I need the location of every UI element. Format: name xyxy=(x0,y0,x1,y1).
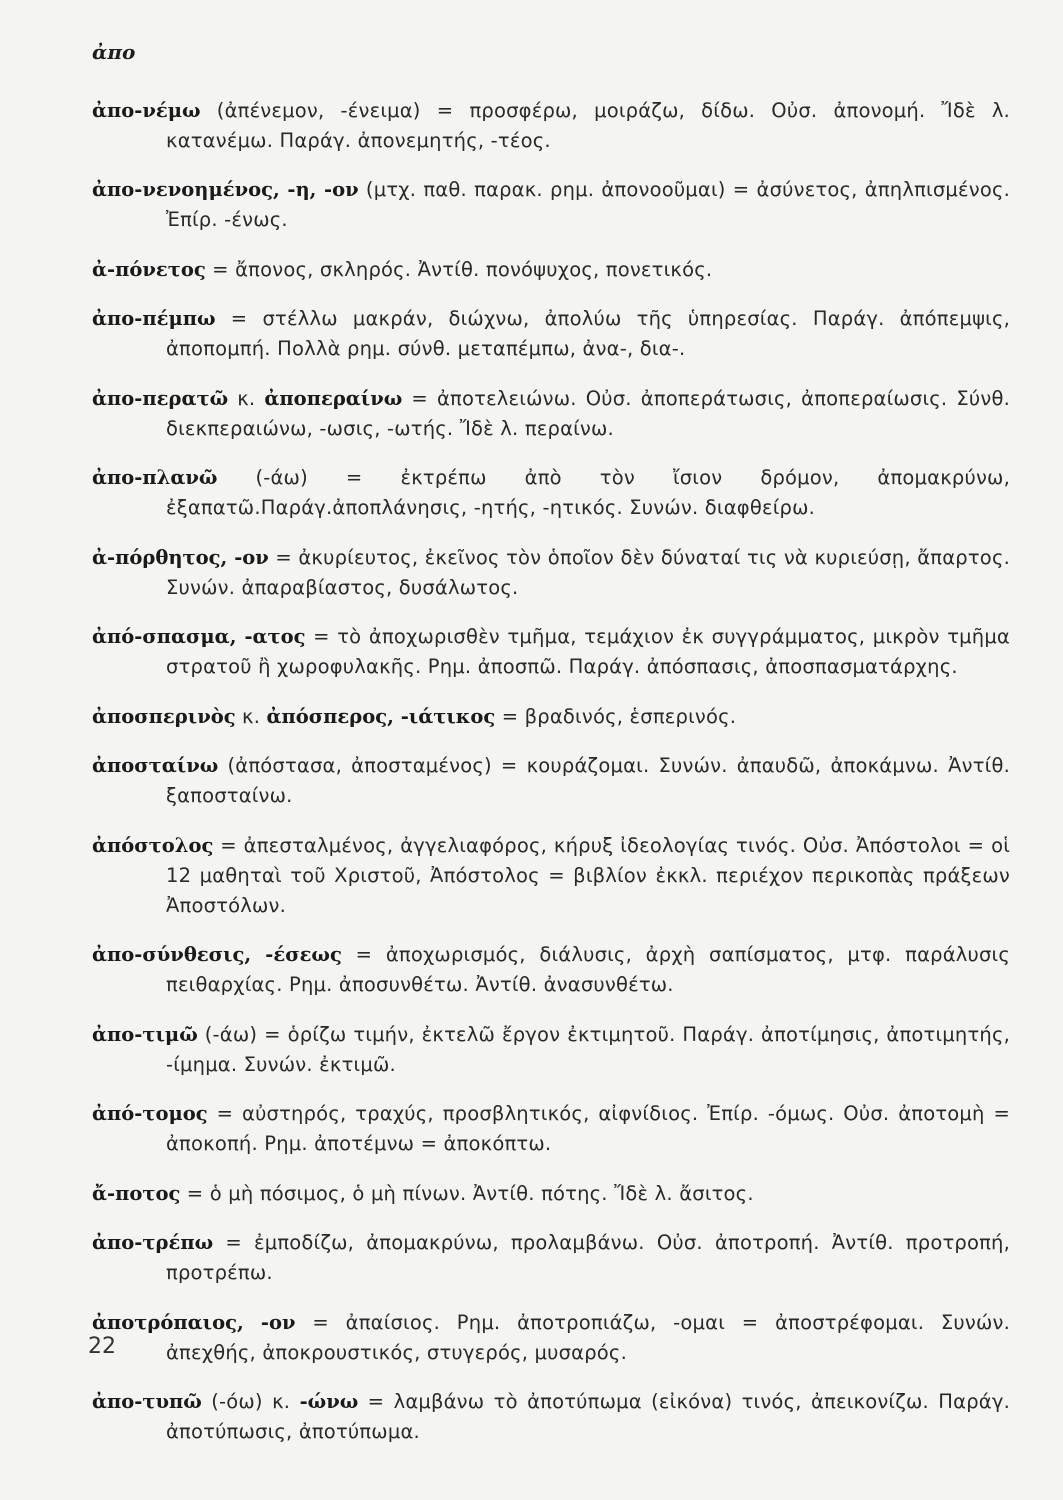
page-number: 22 xyxy=(88,1334,116,1359)
dictionary-entry xyxy=(92,1020,1010,1080)
entry-definition: = ὁ μὴ πόσιμος, ὁ μὴ πίνων. Ἀντίθ. πότης. Ἴδὲ λ. ἄσιτος. xyxy=(180,1181,754,1205)
entry-definition: = αὐστηρός, τραχύς, προσβλητικός, αἰφνίδιος. Ἐπίρ. -όμως. Οὐσ. ἀποτομὴ = ἀποκοπή. Ρημ. ἀποτέμνω = ἀποκόπτω. xyxy=(166,1102,1010,1155)
entry-definition: = ἀπεσταλμένος, ἀγγελιαφόρος, κήρυξ ἰδεολογίας τινός. Οὐσ. Ἀπόστολοι = οἱ 12 μαθηταὶ τοῦ Χριστοῦ, Ἀπόστολος = βιβλίον ἐκκλ. περιέχον περικοπὰς πράξεων Ἀποστόλων. xyxy=(166,833,1010,917)
entry-headword-variant: ἀπόσπερος, -ιάτικος xyxy=(266,704,496,728)
dictionary-entry xyxy=(92,255,1010,285)
dictionary-entry xyxy=(92,831,1010,921)
entry-headword: ἀποτρόπαιος, -ον xyxy=(92,1310,296,1334)
entry-headword: ἀπο-νενοημένος, -η, -ον xyxy=(92,178,359,201)
entry-definition: = ἀπαίσιος. Ρημ. ἀποτροπιάζω, -ομαι = ἀποστρέφομαι. Συνών. ἀπεχθής, ἀποκρουστικός, στυγερός, μυσαρός. xyxy=(166,1310,1010,1364)
entry-definition: = ἄπονος, σκληρός. Ἀντίθ. πονόψυχος, πονετικός. xyxy=(205,257,713,281)
dictionary-entry xyxy=(92,304,1010,364)
entry-definition: (-άω) = ὁρίζω τιμήν, ἐκτελῶ ἔργον ἐκτιμητοῦ. Παράγ. ἀποτίμησις, ἀποτιμητής, -ίμημα. Συνών. ἐκτιμῶ. xyxy=(166,1022,1010,1076)
entry-connector: (-όω) κ. xyxy=(201,1390,300,1413)
entry-connector: κ. xyxy=(228,386,265,410)
entry-headword: ἀπο-περατῶ xyxy=(92,386,229,410)
dictionary-entry xyxy=(92,1308,1010,1368)
dictionary-entry xyxy=(92,384,1010,444)
entry-headword: ἀπό-σπασμα, -ατος xyxy=(92,625,306,648)
entry-definition: (μτχ. παθ. παρακ. ρημ. ἀπονοοῦμαι) = ἀσύνετος, ἀπηλπισμένος. Ἐπίρ. -ένως. xyxy=(166,178,1010,231)
entry-definition: = ἀποτελειώνω. Οὐσ. ἀποπεράτωσις, ἀποπεραίωσις. Σύνθ. διεκπεραιώνω, -ωσις, -ωτής. Ἴδὲ λ. περαίνω. xyxy=(166,386,1010,440)
entry-definition: (ἀπένεμον, -ένειμα) = προσφέρω, μοιράζω, δίδω. Οὐσ. ἀπονομή. Ἴδὲ λ. κατανέμω. Παράγ. ἀπονεμητής, -τέος. xyxy=(166,98,1010,152)
entry-definition: = ἀκυρίευτος, ἐκεῖνος τὸν ὁποῖον δὲν δύναταί τις νὰ κυριεύσῃ, ἄπαρτος. Συνών. ἀπαραβίαστος, δυσάλωτος. xyxy=(166,545,1010,599)
entry-headword: ἄ-ποτος xyxy=(92,1181,181,1205)
dictionary-entry xyxy=(92,96,1010,156)
entry-definition: (ἀπόστασα, ἀποσταμένος) = κουράζομαι. Συνών. ἀπαυδῶ, ἀποκάμνω. Ἀντίθ. ξαποσταίνω. xyxy=(166,754,1010,807)
entry-headword: ἀπό-τομος xyxy=(92,1102,208,1125)
dictionary-entry xyxy=(92,175,1010,235)
entry-headword: ἀπο-πλανῶ xyxy=(92,466,218,489)
entry-connector: κ. xyxy=(235,704,267,728)
entry-headword: ἀπο-σύνθεσις, -έσεως xyxy=(92,943,342,966)
entry-definition: (-άω) = ἐκτρέπω ἀπὸ τὸν ἴσιον δρόμον, ἀπομακρύνω, ἐξαπατῶ.Παράγ.ἀποπλάνησις, -ητής, -ητικός. Συνών. διαφθείρω. xyxy=(166,466,1010,519)
dictionary-entry xyxy=(92,622,1010,682)
entry-definition: = τὸ ἀποχωρισθὲν τμῆμα, τεμάχιον ἐκ συγγράμματος, μικρὸν τμῆμα στρατοῦ ἢ χωροφυλακῆς. Ρημ. ἀποσπῶ. Παράγ. ἀπόσπασις, ἀποσπασματάρχης. xyxy=(166,625,1010,678)
entry-headword: ἀπο-τρέπω xyxy=(92,1231,214,1254)
entry-definition: = στέλλω μακράν, διώχνω, ἀπολύω τῆς ὑπηρεσίας. Παράγ. ἀπόπεμψις, ἀποπομπή. Πολλὰ ρημ. σύνθ. μεταπέμπω, ἀνα-, δια-. xyxy=(166,307,1010,360)
entry-headword: ἀπο-νέμω xyxy=(92,98,201,122)
entry-headword: ἀποσπερινὸς xyxy=(92,704,236,728)
dictionary-entry xyxy=(92,1387,1010,1447)
entry-headword: ἀπο-τιμῶ xyxy=(92,1022,198,1046)
entry-headword-variant: -ώνω xyxy=(299,1390,359,1413)
dictionary-entry xyxy=(92,751,1010,811)
dictionary-entry xyxy=(92,702,1010,732)
entry-headword: ἀ-πόρθητος, -ον xyxy=(92,545,269,569)
running-header: ἀπο xyxy=(92,40,136,64)
entry-headword-variant: ἀποπεραίνω xyxy=(264,386,403,410)
entry-definition: = ἐμποδίζω, ἀπομακρύνω, προλαμβάνω. Οὐσ. ἀποτροπή. Ἀντίθ. προτροπή, προτρέπω. xyxy=(166,1231,1010,1284)
dictionary-entry xyxy=(92,1228,1010,1288)
entry-definition: = βραδινός, ἑσπερινός. xyxy=(495,704,737,728)
entry-headword: ἀ-πόνετος xyxy=(92,257,206,281)
dictionary-entry xyxy=(92,543,1010,603)
entry-headword: ἀπο-τυπῶ xyxy=(92,1390,202,1413)
entry-headword: ἀπο-πέμπω xyxy=(92,307,216,330)
dictionary-entry xyxy=(92,1179,1010,1209)
dictionary-entry xyxy=(92,940,1010,1000)
entry-definition: = λαμβάνω τὸ ἀποτύπωμα (εἰκόνα) τινός, ἀπεικονίζω. Παράγ. ἀποτύπωσις, ἀποτύπωμα. xyxy=(166,1390,1010,1443)
entry-headword: ἀπόστολος xyxy=(92,833,214,857)
entry-headword: ἀποσταίνω xyxy=(92,754,219,777)
dictionary-entry xyxy=(92,463,1010,523)
entry-definition: = ἀποχωρισμός, διάλυσις, ἀρχὴ σαπίσματος, μτφ. παράλυσις πειθαρχίας. Ρημ. ἀποσυνθέτω. Ἀντίθ. ἀνασυνθέτω. xyxy=(166,943,1011,996)
entries-list xyxy=(92,76,1010,1458)
dictionary-entry xyxy=(92,1099,1010,1159)
